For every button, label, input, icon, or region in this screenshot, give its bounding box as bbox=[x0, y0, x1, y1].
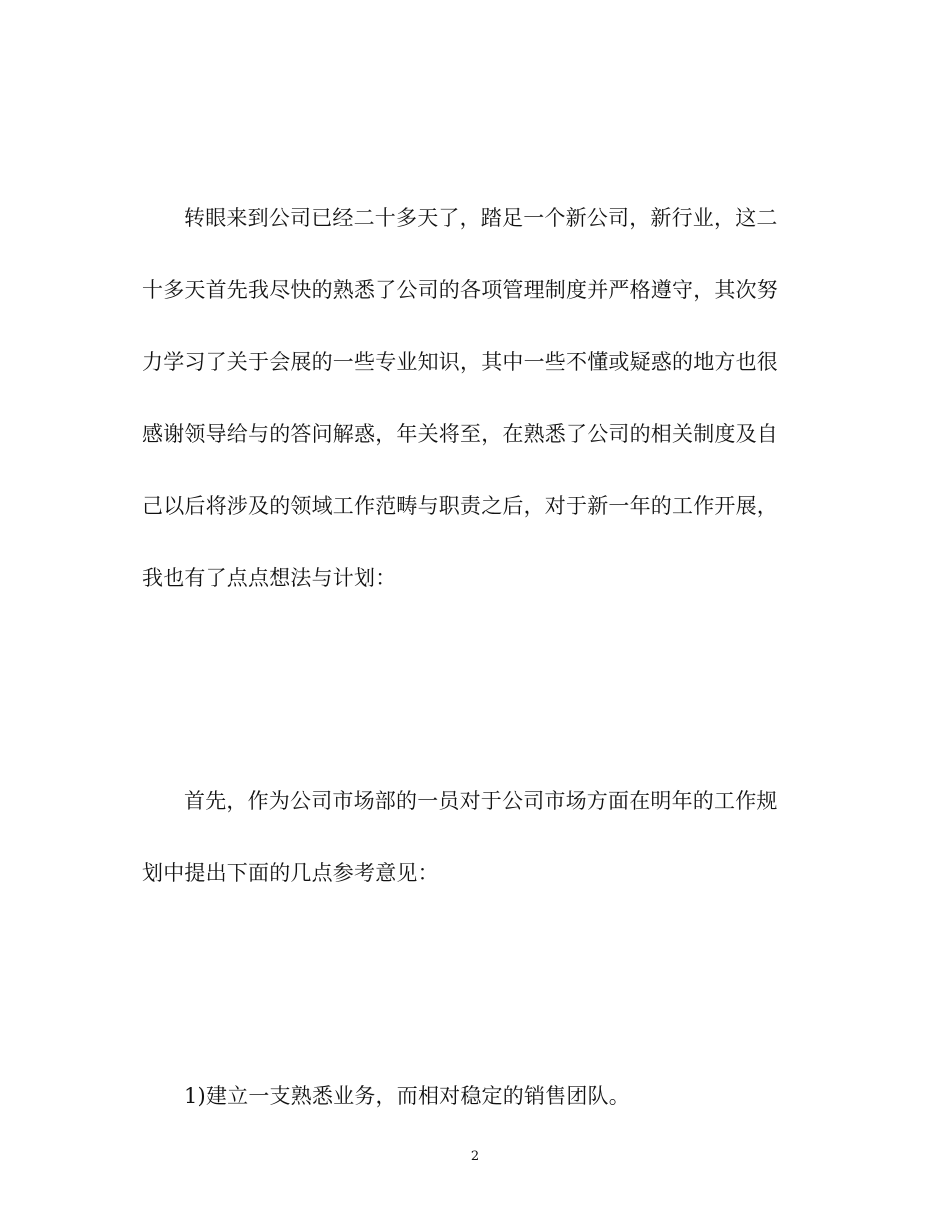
paragraph-1-line-5: 己以后将涉及的领域工作范畴与职责之后，对于新一年的工作开展， bbox=[142, 494, 778, 518]
page-number: 2 bbox=[470, 1149, 480, 1164]
paragraph-2-line-1: 首先，作为公司市场部的一员对于公司市场方面在明年的工作规 bbox=[184, 789, 778, 813]
paragraph-2-line-2: 划中提出下面的几点参考意见： bbox=[142, 861, 439, 885]
paragraph-1-line-3: 力学习了关于会展的一些专业知识，其中一些不懂或疑惑的地方也很 bbox=[142, 350, 778, 374]
paragraph-1-line-6: 我也有了点点想法与计划： bbox=[142, 566, 397, 590]
paragraph-1-line-4: 感谢领导给与的答问解惑，年关将至，在熟悉了公司的相关制度及自 bbox=[142, 422, 778, 446]
list-item-1: 1)建立一支熟悉业务，而相对稳定的销售团队。 bbox=[184, 1084, 630, 1108]
paragraph-1-line-2: 十多天首先我尽快的熟悉了公司的各项管理制度并严格遵守，其次努 bbox=[142, 278, 778, 302]
paragraph-1-line-1: 转眼来到公司已经二十多天了，踏足一个新公司，新行业，这二 bbox=[184, 206, 778, 230]
